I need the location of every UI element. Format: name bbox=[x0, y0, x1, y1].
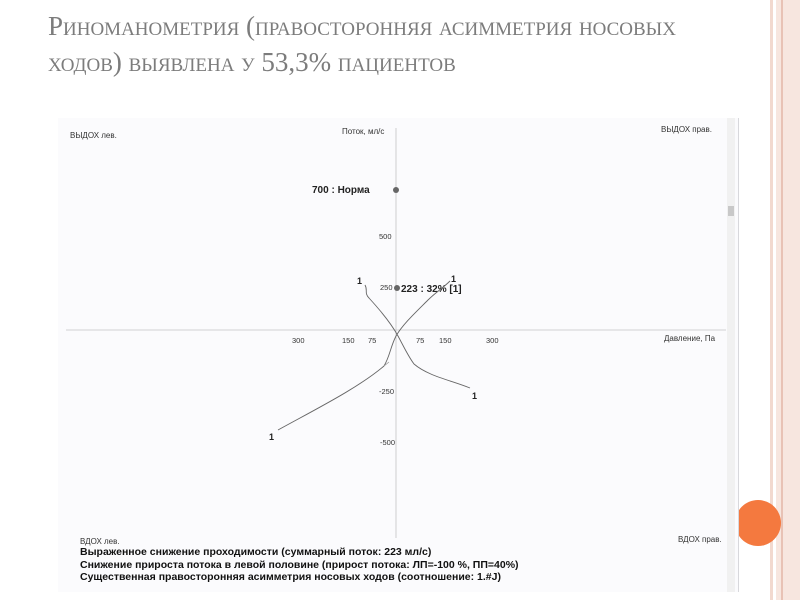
curve-end-label: 1 bbox=[472, 391, 478, 401]
scrollbar[interactable] bbox=[727, 118, 735, 592]
quadrant-label-top-right: ВЫДОХ прав. bbox=[661, 125, 712, 134]
x-tick-label: 75 bbox=[368, 336, 377, 345]
summary-line: Выраженное снижение проходимости (суммарный поток: 223 мл/с) bbox=[80, 546, 432, 558]
summary-block bbox=[80, 546, 720, 584]
right-curve-upper-to-lower-left bbox=[278, 281, 450, 430]
curve-end-label: 1 bbox=[451, 274, 457, 284]
norm-point bbox=[393, 187, 399, 193]
rhinomanometry-chart bbox=[58, 118, 739, 592]
y-axis-label: Поток, мл/с bbox=[342, 127, 385, 136]
quadrant-label-bottom-left: ВДОХ лев. bbox=[80, 537, 120, 546]
norm-point-label: 700 : Норма bbox=[312, 185, 370, 196]
x-axis-label: Давление, Па bbox=[664, 334, 716, 343]
x-tick-label: 150 bbox=[342, 336, 355, 345]
slide-title: Риноманометрия (правосторонняя асимметрия носовых ходов) выявлена у 53,3% пациентов bbox=[48, 11, 676, 77]
patient-point bbox=[394, 285, 400, 291]
summary-line: Снижение прироста потока в левой половине (прирост потока: ЛП=-100 %, ПП=40%) bbox=[80, 558, 519, 571]
y-tick-label: -500 bbox=[380, 438, 396, 447]
y-tick-label: 250 bbox=[380, 283, 393, 292]
y-tick-label: 500 bbox=[379, 232, 392, 241]
scroll-thumb[interactable] bbox=[728, 206, 734, 216]
y-tick-label: -250 bbox=[379, 387, 395, 396]
decorative-stripe bbox=[781, 0, 783, 600]
quadrant-label-top-left: ВЫДОХ лев. bbox=[70, 131, 117, 140]
decorative-stripe bbox=[776, 0, 800, 600]
curve-end-label: 1 bbox=[269, 432, 275, 442]
x-tick-label: 150 bbox=[439, 336, 452, 345]
x-tick-label: 300 bbox=[292, 336, 305, 345]
accent-circle bbox=[735, 500, 781, 546]
curve-end-label: 1 bbox=[357, 276, 363, 286]
patient-point-label: 223 : 32% [1] bbox=[401, 284, 462, 295]
x-tick-label: 75 bbox=[416, 336, 425, 345]
x-tick-label: 300 bbox=[486, 336, 499, 345]
quadrant-label-bottom-right: ВДОХ прав. bbox=[678, 535, 722, 544]
chart-svg bbox=[58, 118, 738, 592]
summary-line: Существенная правосторонняя асимметрия носовых ходов (соотношение: 1.#J) bbox=[80, 571, 501, 583]
